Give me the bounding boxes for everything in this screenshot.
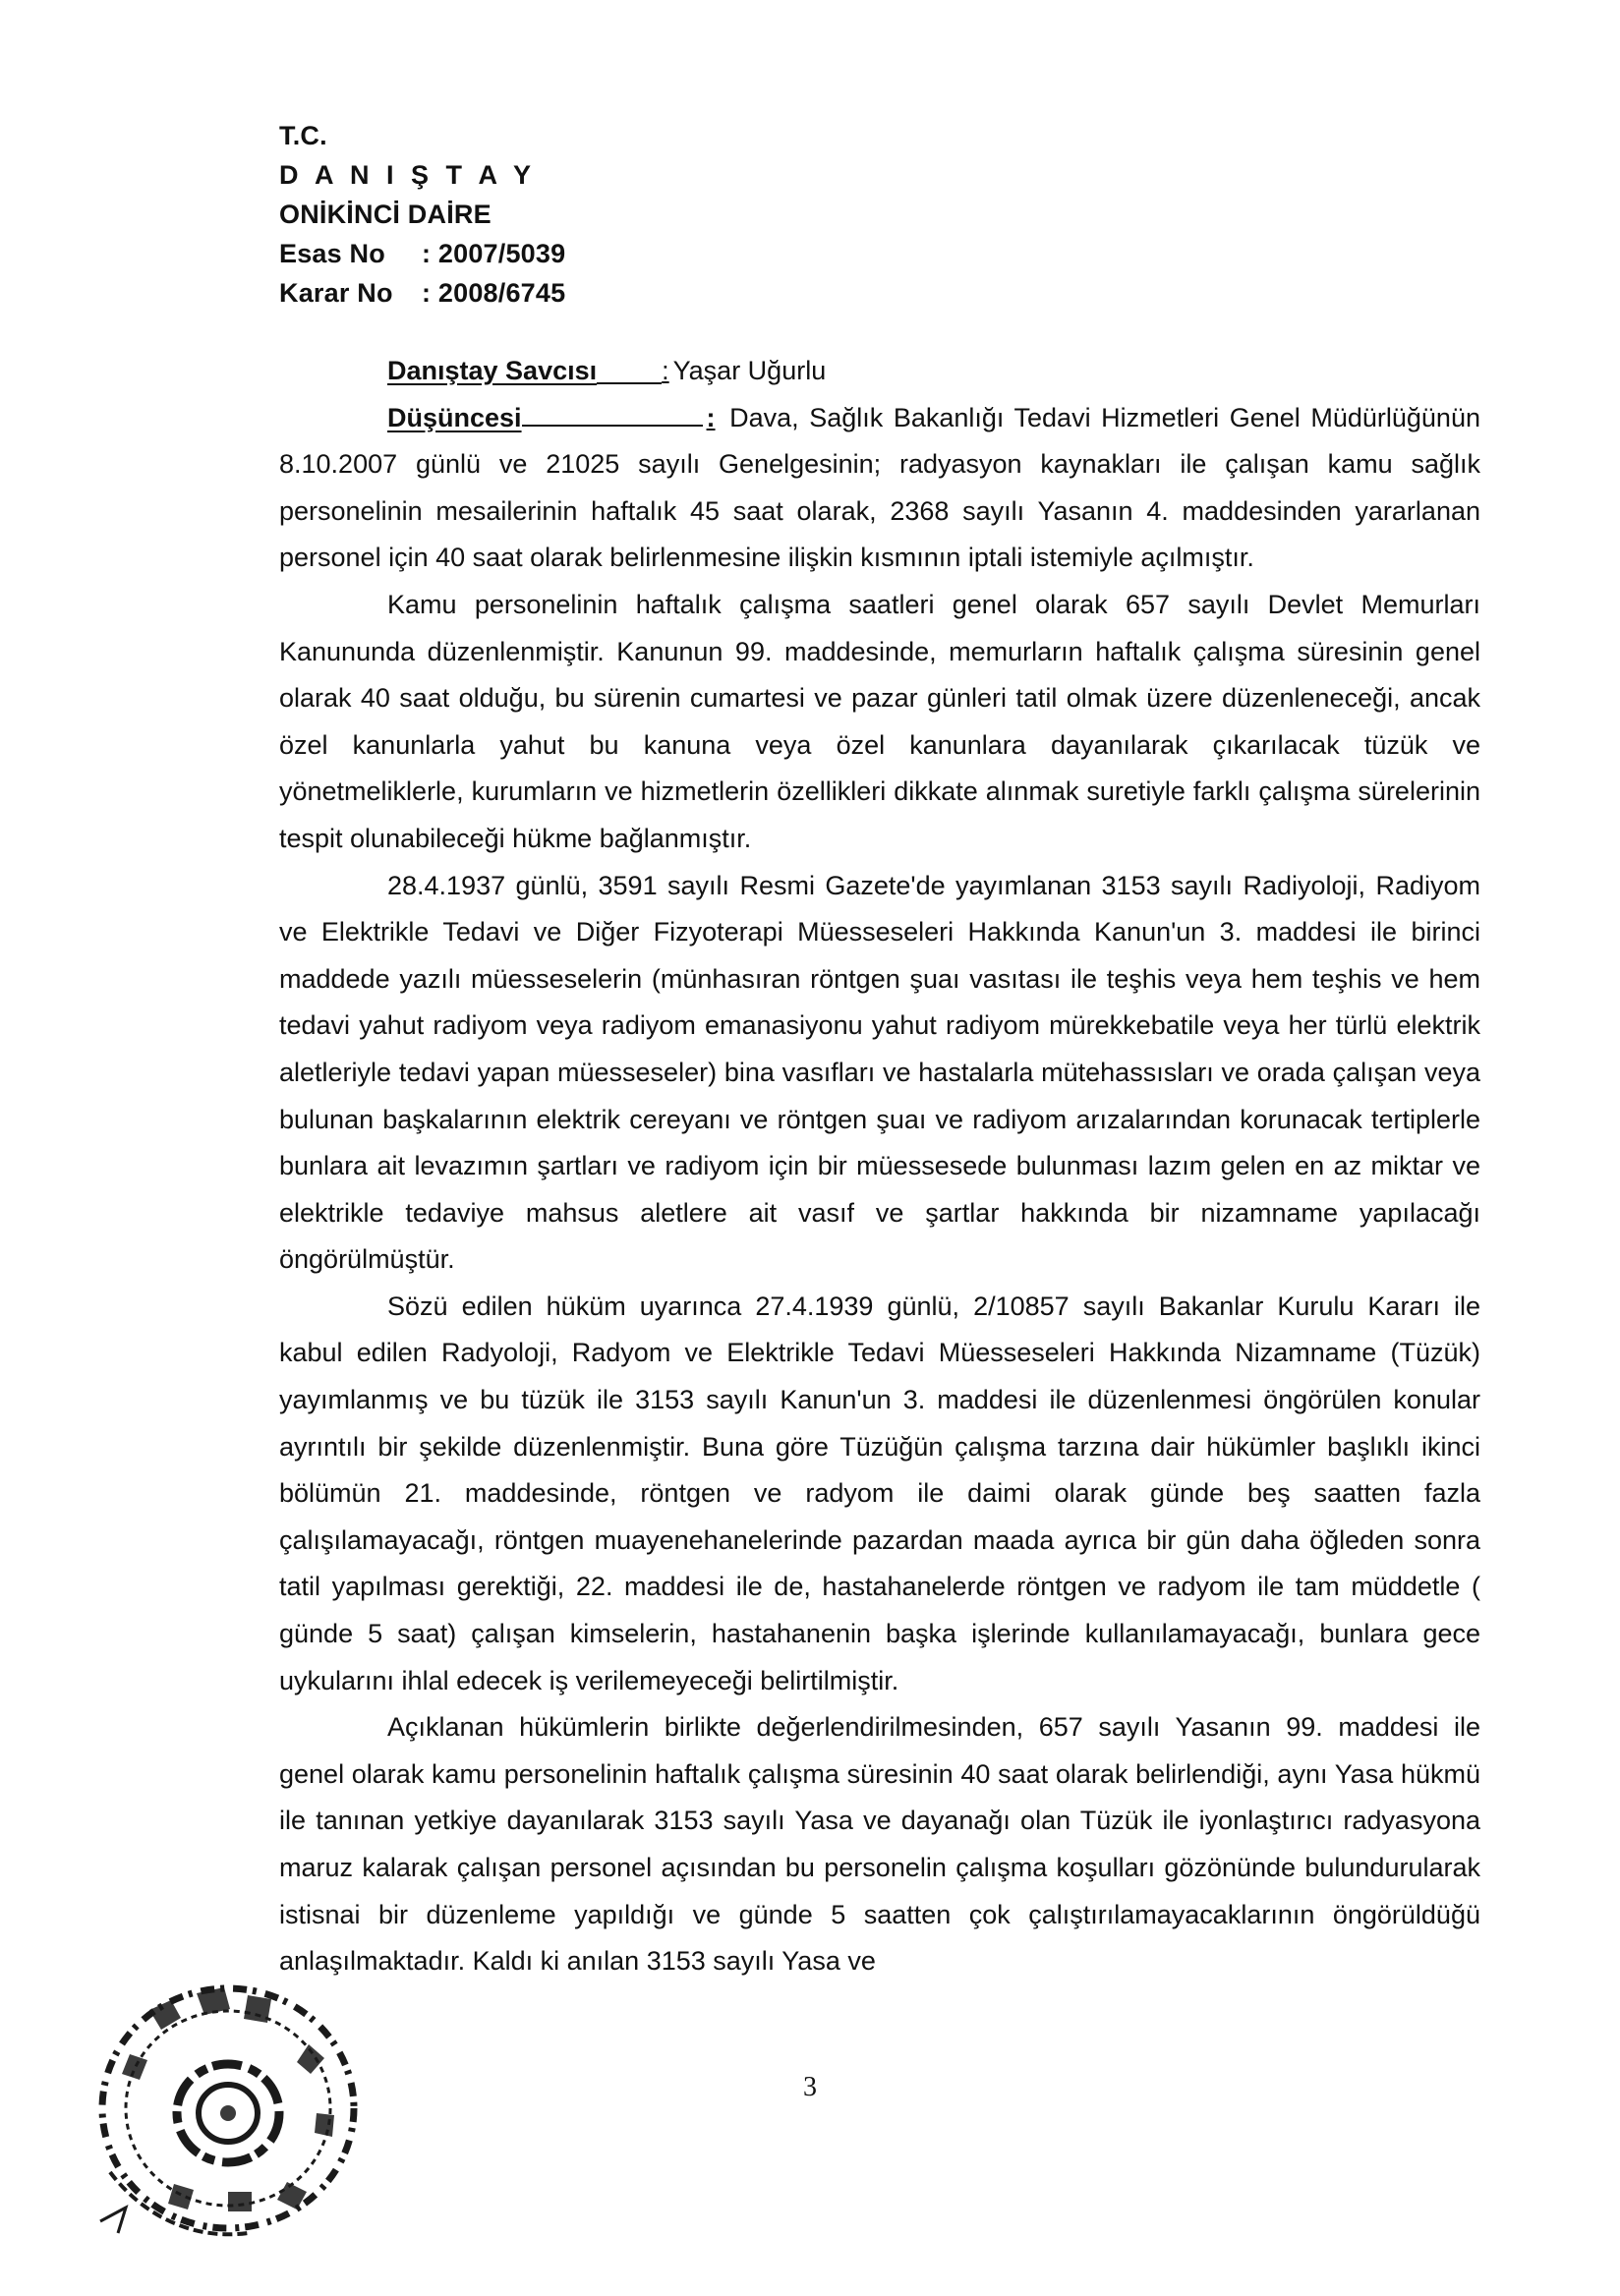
dusunce-text: Dava, Sağlık Bakanlığı Tedavi Hizmetleri Genel Müdürlüğünün 8.10.2007 günlü ve 21025 sayılı Genelgesinin; radyasyon kaynakları ile çalışan kamu sağlık personelinin mesailerinin haftalık 45 saat olarak, 2368 sayılı Yasanın 4. maddesinden yararlanan personel için 40 saat olarak belirlenmesine ilişkin kısmının iptali istemiyle açılmıştır. bbox=[279, 402, 1480, 573]
esas-label: Esas No bbox=[279, 239, 385, 268]
chamber-name: ONİKİNCİ DAİRE bbox=[279, 200, 492, 229]
paragraph-4: Açıklanan hükümlerin birlikte değerlendirilmesinden, 657 sayılı Yasanın 99. maddesi ile genel olarak kamu personelinin haftalık çalışma süresinin 40 saat olarak belirlendiği, aynı Yasa hükmü ile tanınan yetkiye dayanılarak 3153 sayılı Yasa ve dayanağı olan Tüzük ile iyonlaştırıcı radyasyona maruz kalarak çalışan personel açısından bu personelin çalışma koşulları gözönünde bulundurularak istisnai bir düzenleme yapıldığı ve günde 5 saatten çok çalıştırılamayacaklarının öngörüldüğü anlaşılmaktadır. Kaldı ki anılan 3153 sayılı Yasa ve bbox=[279, 1712, 1480, 1977]
esas-value: : 2007/5039 bbox=[422, 239, 566, 268]
esas-row bbox=[279, 234, 565, 273]
dusunce-paragraph bbox=[279, 395, 1480, 582]
paragraph-2: 28.4.1937 günlü, 3591 sayılı Resmi Gazete'de yayımlanan 3153 sayılı Radiyoloji, Radiyom ve Elektrikle Tedavi ve Diğer Fizyoterapi Müesseseleri Hakkında Kanun'un 3. maddesi ile birinci maddede yazılı müesseselerin (münhasıran röntgen şuaı vasıtası ile teşhis veya hem teşhis ve hem tedavi yahut radiyom veya radiyom emanasiyonu yahut radiyom mürekkebatile veya her türlü elektrik aletleriyle tedavi yapan müesseseler) bina vasıfları ve hastalarla mütehassısları ve orada çalışan veya bulunan başkalarının elektrik cereyanı ve röntgen şuaı ve radiyom arızalarından korunacak tertiplerle bunlara ait levazımın şartları ve radiyom için bir müessesede bulunması lazım gelen en az miktar ve elektrikle tedaviye mahsus aletlere ait vasıf ve şartlar hakkında bir nizamname yapılacağı öngörülmüştür. bbox=[279, 870, 1480, 1275]
savci-name: Yaşar Uğurlu bbox=[672, 356, 827, 385]
paragraph-3: Sözü edilen hüküm uyarınca 27.4.1939 günlü, 2/10857 sayılı Bakanlar Kurulu Kararı ile kabul edilen Radyoloji, Radyom ve Elektrikle Tedavi Müesseseleri Hakkında Nizamname (Tüzük) yayımlanmış ve bu tüzük ile 3153 sayılı Kanun'un 3. maddesi ile düzenlenmesi öngörülen konular ayrıntılı bir şekilde düzenlenmiştir. Buna göre Tüzüğün çalışma tarzına dair hükümler başlıklı ikinci bölümün 21. maddesinde, röntgen ve radyom ile daimi olarak günde beş saatten fazla çalışılamayacağı, röntgen muayenehanelerinde pazardan maada ayrıca bir gün daha öğleden sonra tatil yapılması gerektiği, 22. maddesi ile de, hastahanelerde röntgen ve radyom ile tam müddetle ( günde 5 saat) çalışan kimselerin, hastahanenin başka işlerinde kullanılamayacağı, bunlara gece uykularını ihlal edecek iş verilemeyeceği belirtilmiştir. bbox=[279, 1291, 1480, 1695]
document-body bbox=[279, 348, 1480, 1985]
dusunce-rule bbox=[522, 425, 703, 427]
savci-colon: : bbox=[662, 356, 669, 385]
official-seal-icon bbox=[81, 1966, 376, 2251]
karar-label: Karar No bbox=[279, 278, 393, 308]
karar-value: : 2008/6745 bbox=[422, 278, 566, 308]
page-number: 3 bbox=[803, 2072, 817, 2102]
savci-rule bbox=[597, 382, 662, 384]
savci-label: Danıştay Savcısı bbox=[387, 356, 598, 385]
dusunce-label: Düşüncesi bbox=[387, 402, 522, 432]
paragraph-1: Kamu personelinin haftalık çalışma saatleri genel olarak 657 sayılı Devlet Memurları Kanununda düzenlenmiştir. Kanunun 99. maddesinde, memurların haftalık çalışma süresinin genel olarak 40 saat olduğu, bu sürenin cumartesi ve pazar günleri tatil olmak üzere düzenleneceği, ancak özel kanunlarla yahut bu kanuna veya özel kanunlara dayanılarak çıkarılacak tüzük ve yönetmeliklerle, kurumların ve hizmetlerin özellikleri dikkate alınmak suretiyle farklı çalışma sürelerinin tespit olunabileceği hükme bağlanmıştır. bbox=[279, 589, 1480, 853]
dusunce-colon: : bbox=[706, 402, 716, 432]
karar-row bbox=[279, 273, 565, 313]
savci-row bbox=[279, 348, 1480, 395]
country-label: T.C. bbox=[279, 121, 327, 150]
court-name: D A N I Ş T A Y bbox=[279, 160, 537, 190]
document-header bbox=[279, 116, 565, 313]
